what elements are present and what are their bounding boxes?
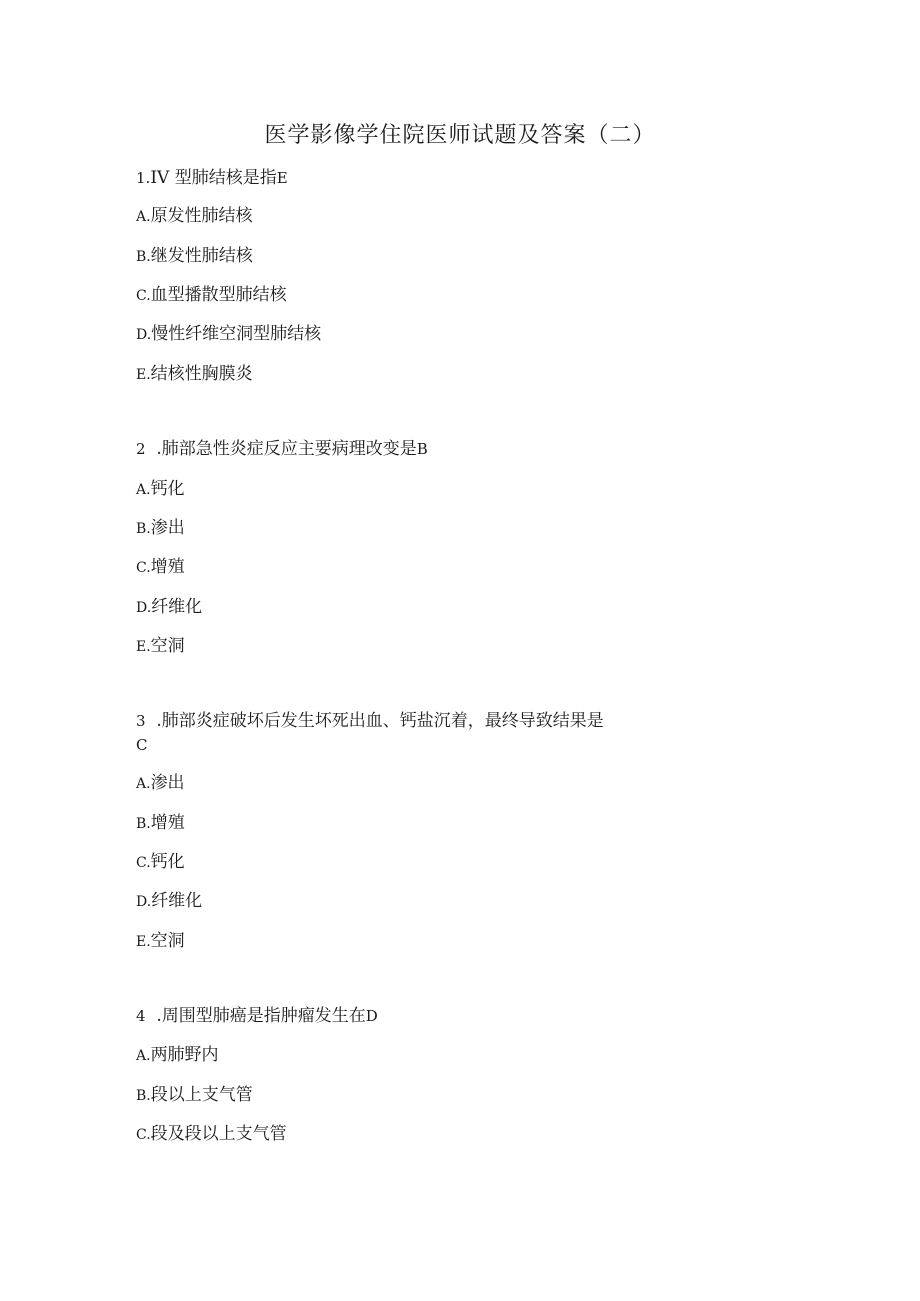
option-3d <box>136 891 202 912</box>
option-text: 继发性肺结核 <box>150 246 253 266</box>
question-text: .肺部炎症破坏后发生坏死出血、钙盐沉着，最终导致结果是 <box>156 711 604 731</box>
option-text: 慢性纤维空洞型肺结核 <box>151 324 322 344</box>
question-text: .肺部急性炎症反应主要病理改变是 <box>156 439 417 459</box>
option-letter: C. <box>136 560 151 576</box>
option-4a <box>136 1045 219 1066</box>
question-text: IV 型肺结核是指 <box>150 168 277 188</box>
question-1 <box>136 168 288 188</box>
question-text: .周围型肺癌是指肿瘤发生在 <box>156 1006 366 1026</box>
option-3e <box>136 931 185 952</box>
option-letter: A. <box>136 482 151 498</box>
option-letter: D. <box>136 894 152 910</box>
question-answer: E <box>276 169 288 187</box>
option-text: 血型播散型肺结核 <box>150 285 287 305</box>
question-2 <box>136 439 428 459</box>
page-title: 医学影像学住院医师试题及答案（二） <box>264 123 656 148</box>
question-3-answer-line <box>136 735 147 755</box>
option-1d <box>136 324 321 345</box>
option-letter: C. <box>136 855 151 871</box>
option-letter: B. <box>136 1088 151 1104</box>
option-text: 纤维化 <box>151 597 203 617</box>
option-text: 原发性肺结核 <box>150 206 253 226</box>
option-letter: B. <box>136 249 151 265</box>
option-letter: B. <box>136 521 151 537</box>
question-answer: D <box>365 1007 378 1025</box>
option-letter: E. <box>136 639 151 655</box>
option-2c <box>136 557 185 578</box>
question-number: 1. <box>136 169 151 187</box>
option-text: 钙化 <box>150 479 185 499</box>
option-letter: B. <box>136 816 151 832</box>
question-4 <box>136 1006 378 1026</box>
option-letter: D. <box>136 327 152 343</box>
option-4c <box>136 1124 287 1145</box>
option-3a <box>136 773 185 794</box>
option-text: 钙化 <box>150 852 185 872</box>
question-answer: B <box>416 440 428 458</box>
option-1b <box>136 246 253 267</box>
option-text: 增殖 <box>150 557 185 577</box>
option-letter: C. <box>136 1127 151 1143</box>
option-text: 结核性胸膜炎 <box>150 364 253 384</box>
option-2d <box>136 597 202 618</box>
option-letter: E. <box>136 367 151 383</box>
option-text: 渗出 <box>150 518 185 538</box>
option-letter: D. <box>136 600 152 616</box>
question-3 <box>136 711 604 731</box>
option-text: 段及段以上支气管 <box>150 1124 287 1144</box>
question-number: 3 <box>136 712 146 730</box>
option-1e <box>136 364 253 385</box>
question-number: 4 <box>136 1007 146 1025</box>
option-letter: A. <box>136 776 151 792</box>
option-text: 空洞 <box>150 931 185 951</box>
option-text: 段以上支气管 <box>150 1085 253 1105</box>
question-answer: C <box>136 736 148 754</box>
option-1a <box>136 206 253 227</box>
option-text: 渗出 <box>150 773 185 793</box>
option-2b <box>136 518 185 539</box>
option-letter: A. <box>136 209 151 225</box>
option-letter: E. <box>136 934 151 950</box>
option-text: 纤维化 <box>151 891 203 911</box>
option-letter: A. <box>136 1048 151 1064</box>
option-text: 两肺野内 <box>150 1045 219 1065</box>
option-2e <box>136 636 185 657</box>
option-1c <box>136 285 287 306</box>
option-3c <box>136 852 185 873</box>
question-number: 2 <box>136 440 146 458</box>
option-2a <box>136 479 185 500</box>
option-text: 增殖 <box>150 813 185 833</box>
option-text: 空洞 <box>150 636 185 656</box>
option-3b <box>136 813 185 834</box>
option-4b <box>136 1085 253 1106</box>
option-letter: C. <box>136 288 151 304</box>
